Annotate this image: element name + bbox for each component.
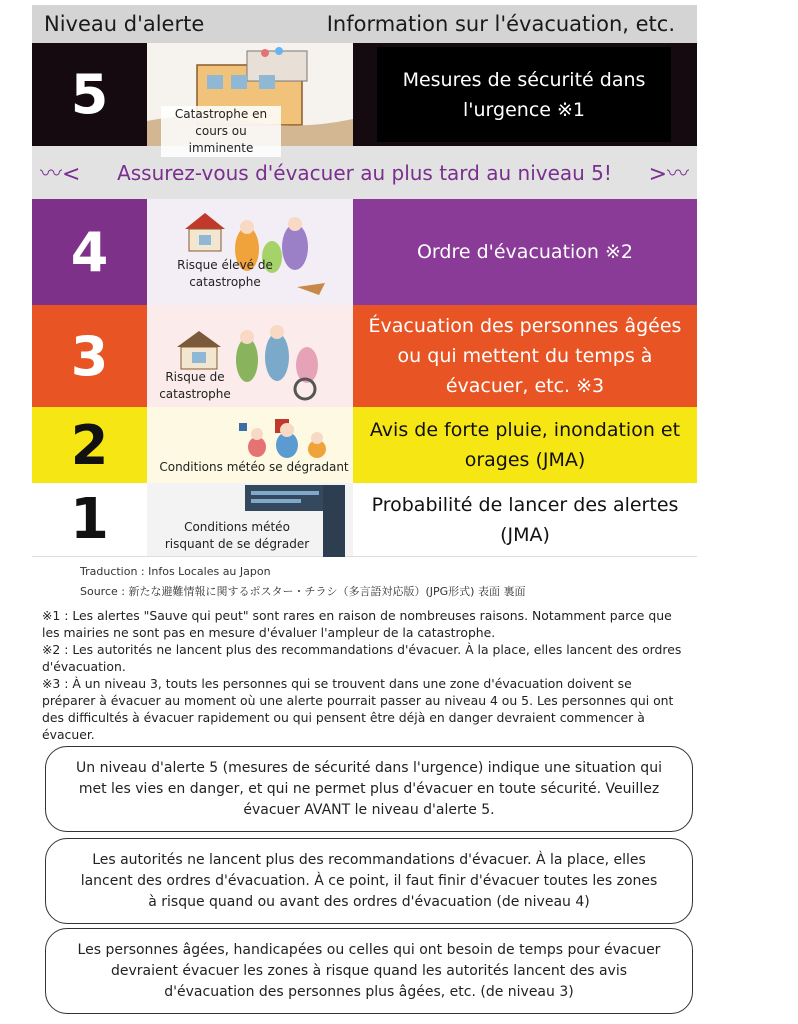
level-3-illustration — [147, 305, 353, 407]
level-4-number: 4 — [70, 220, 109, 284]
header-evacuation-info: Information sur l'évacuation, etc. — [326, 12, 675, 36]
level-2-number: 2 — [70, 413, 109, 477]
level-5-row — [32, 43, 697, 155]
footnote-2: ※2 : Les autorités ne lancent plus des recommandations d'évacuer. À la place, elles lancent des ordres d'évacuation. — [42, 642, 682, 674]
level-5-number: 5 — [70, 63, 109, 126]
level-4-row — [32, 199, 697, 305]
level-5-text: Mesures de sécurité dans l'urgence ※1 — [377, 47, 671, 142]
level-2-caption: Conditions météo se dégradant — [159, 460, 349, 474]
level-4-caption: Risque élevé de catastrophe — [177, 258, 273, 289]
source-credit: Source : 新たな避難情報に関するポスター・チラシ（多言語対応版）(JPG形式) 表面 裏面 — [80, 585, 526, 598]
level-5-illustration — [147, 43, 353, 155]
level-1-illustration — [147, 483, 353, 556]
level-5-caption: Catastrophe en cours ou imminente — [161, 106, 281, 157]
footnotes — [42, 607, 682, 743]
evacuation-warning-banner — [32, 146, 697, 199]
footnote-3: ※3 : À un niveau 3, touts les personnes qui se trouvent dans une zone d'évacuation doivent se préparer à évacuer au moment où une alerte pourrait passer au niveau 4 ou 5. Les personnes qui ont des difficultés à évacuer rapidement ou qui pensent être déjà en danger devraient commencer à évacuer. — [42, 676, 674, 742]
level-4-illustration — [147, 199, 353, 305]
level-3-row — [32, 305, 697, 407]
level-3-text: Évacuation des personnes âgées ou qui mettent du temps à évacuer, etc. ※3 — [368, 315, 682, 397]
wave-arrow-left-icon: 〰< — [40, 162, 81, 187]
level-1-number: 1 — [70, 487, 109, 552]
level-2-illustration — [147, 407, 353, 483]
level-1-text: Probabilité de lancer des alertes (JMA) — [371, 493, 679, 546]
footnote-1: ※1 : Les alertes "Sauve qui peut" sont rares en raison de nombreuses raisons. Notamment parce que les mairies ne sont pas en mesure d'évaluer l'ampleur de la catastrophe. — [42, 608, 672, 640]
info-box-level-4: Les autorités ne lancent plus des recommandations d'évacuer. À la place, elles lancent des ordres d'évacuation. À ce point, il faut finir d'évacuer toutes les zones à risque quand ou avant des ordres d'évacuation (de niveau 4) — [45, 838, 693, 924]
translation-credit: Traduction : Infos Locales au Japon — [80, 565, 271, 578]
level-1-caption: Conditions météo risquant de se dégrader — [164, 520, 310, 551]
level-3-caption: Risque de catastrophe — [159, 370, 231, 401]
level-4-text: Ordre d'évacuation ※2 — [353, 199, 697, 305]
warning-message: Assurez-vous d'évacuer au plus tard au niveau 5! — [117, 160, 612, 185]
level-2-text: Avis de forte pluie, inondation et orages (JMA) — [369, 419, 681, 471]
level-2-row — [32, 407, 697, 483]
alert-level-chart — [32, 5, 697, 557]
source-block — [80, 562, 525, 602]
chart-header — [32, 5, 697, 43]
info-box-level-5: Un niveau d'alerte 5 (mesures de sécurité dans l'urgence) indique une situation qui met les vies en danger, et qui ne permet plus d'évacuer en toute sécurité. Veuillez évacuer AVANT le niveau d'alerte 5. — [45, 746, 693, 832]
level-3-number: 3 — [70, 324, 109, 388]
wave-arrow-right-icon: >〰 — [648, 162, 689, 187]
info-box-level-3: Les personnes âgées, handicapées ou celles qui ont besoin de temps pour évacuer devraient évacuer les zones à risque quand les autorités lancent des avis d'évacuation des personnes plus âgées, etc. (de niveau 3) — [45, 928, 693, 1014]
level-1-row — [32, 483, 697, 557]
header-alert-level: Niveau d'alerte — [44, 12, 205, 36]
